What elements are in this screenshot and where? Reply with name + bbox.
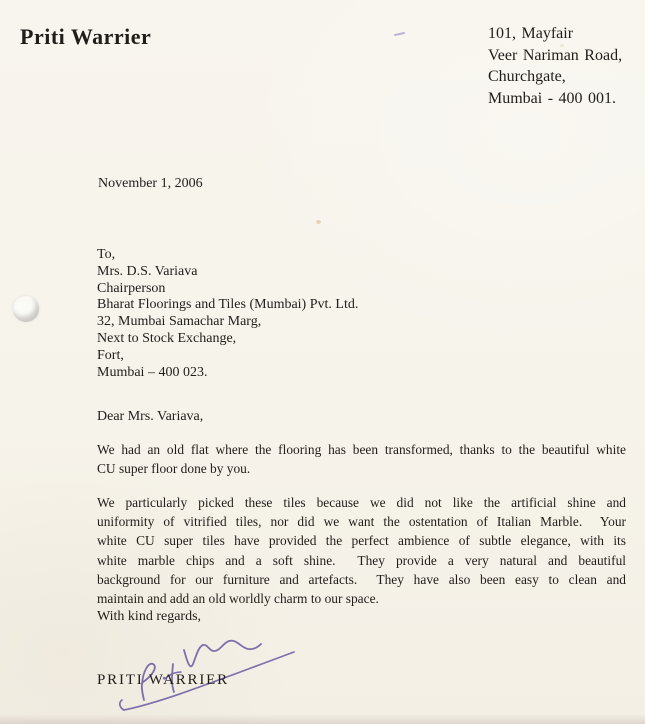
paper-speck [316, 220, 321, 224]
letter-text-line: white marble chips and a soft shine. They provide a very natural and beautiful [97, 552, 626, 568]
letter-date: November 1, 2006 [98, 176, 203, 191]
letter-text-line: Next to Stock Exchange, [97, 330, 237, 346]
closing-line: With kind regards, [97, 609, 202, 624]
paper-dent-artifact [13, 296, 39, 322]
handwritten-signature-ink [98, 616, 308, 721]
body-paragraph-1 [97, 440, 626, 478]
letter-text-line: We had an old flat where the flooring has been transformed, thanks to the beautiful white [97, 442, 626, 457]
letter-text-line: uniformity of vitrified tiles, nor did we want the ostentation of Italian Marble. Your [97, 514, 626, 530]
letter-text-line: Mumbai – 400 023. [97, 364, 208, 380]
letter-text-line: Mumbai - 400 001. [488, 89, 617, 107]
letter-text-line: 101, Mayfair [488, 25, 574, 42]
body-paragraph-2 [97, 493, 626, 608]
letter-text-line: CU super floor done by you. [97, 461, 251, 477]
letter-text-line: Mrs. D.S. Variava [97, 263, 198, 279]
letter-text-line: white CU super tiles have provided the perfect ambience of subtle elegance, with its [97, 533, 626, 549]
paper-speck [560, 44, 564, 47]
letterhead-sender-name: Priti Warrier [20, 24, 152, 49]
letter-text-line: Veer Nariman Road, [488, 46, 623, 64]
letter-text-line: background for our furniture and artefacts. They have also been easy to clean and [97, 571, 626, 587]
letter-text-line: Churchgate, [488, 68, 566, 85]
letter-text-line: We particularly picked these tiles because we did not like the artificial shine and [97, 495, 626, 510]
letter-text-line: Bharat Floorings and Tiles (Mumbai) Pvt. Ltd. [97, 297, 359, 313]
letterhead-sender-address [488, 23, 622, 109]
salutation: Dear Mrs. Variava, [97, 409, 204, 424]
letter-text-line: Chairperson [97, 280, 166, 296]
letter-text-line: maintain and add an old worldly charm to our space. [97, 591, 379, 607]
recipient-address-block [97, 247, 358, 381]
letter-text-line: To, [97, 247, 116, 262]
letter-text-line: Fort, [97, 347, 124, 363]
scan-edge-shadow [0, 714, 645, 724]
ink-smudge-mark [394, 32, 405, 36]
typed-signature-name: PRITI WARRIER [97, 672, 229, 688]
letter-text-line: 32, Mumbai Samachar Marg, [97, 314, 262, 330]
